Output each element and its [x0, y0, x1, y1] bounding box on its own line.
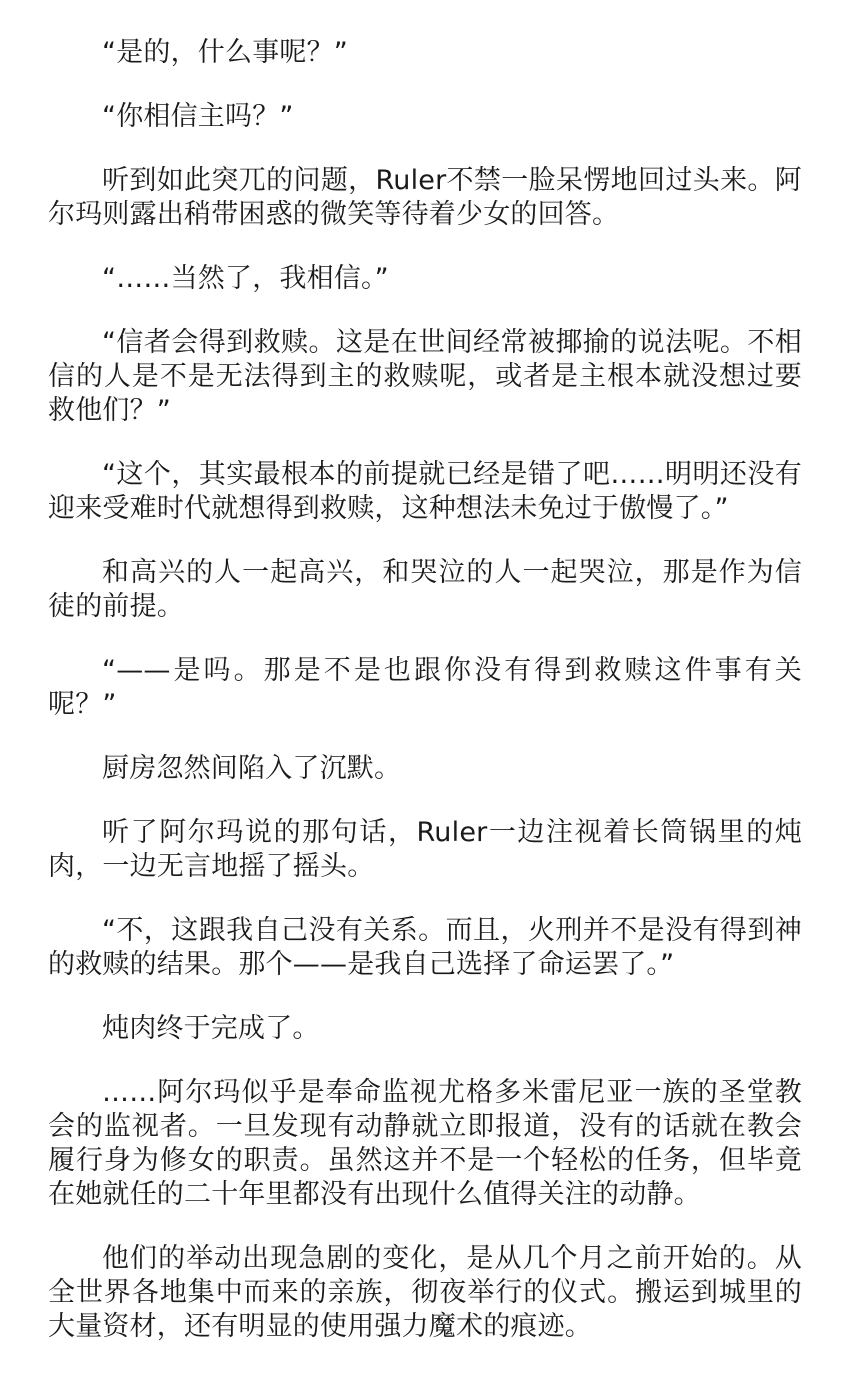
- paragraph: 听了阿尔玛说的那句话，Ruler一边注视着长筒锅里的炖肉，一边无言地摇了摇头。: [48, 817, 802, 882]
- paragraph: “这个，其实最根本的前提就已经是错了吧……明明还没有迎来受难时代就想得到救赎，这种想法未免过于傲慢了。”: [48, 459, 802, 524]
- paragraph: “……当然了，我相信。”: [102, 263, 389, 294]
- paragraph: “是的，什么事呢？”: [102, 37, 348, 68]
- paragraph: “不，这跟我自己没有关系。而且，火刑并不是没有得到神的救赎的结果。那个——是我自己选择了命运罢了。”: [48, 915, 802, 980]
- paragraph: “信者会得到救赎。这是在世间经常被揶揄的说法呢。不相信的人是不是无法得到主的救赎呢，或者是主根本就没想过要救他们？”: [48, 327, 802, 426]
- paragraph: 炖肉终于完成了。: [102, 1013, 320, 1044]
- paragraph: 和高兴的人一起高兴，和哭泣的人一起哭泣，那是作为信徒的前提。: [48, 557, 802, 622]
- paragraph: 厨房忽然间陷入了沉默。: [102, 753, 402, 784]
- paragraph: 听到如此突兀的问题，Ruler不禁一脸呆愣地回过头来。阿尔玛则露出稍带困惑的微笑等待着少女的回答。: [48, 165, 802, 230]
- paragraph: “——是吗。那是不是也跟你没有得到救赎这件事有关呢？”: [48, 655, 802, 720]
- paragraph: 他们的举动出现急剧的变化，是从几个月之前开始的。从全世界各地集中而来的亲族，彻夜举行的仪式。搬运到城里的大量资材，还有明显的使用强力魔术的痕迹。: [48, 1243, 802, 1342]
- paragraph: “你相信主吗？”: [102, 101, 294, 132]
- paragraph: ……阿尔玛似乎是奉命监视尤格多米雷尼亚一族的圣堂教会的监视者。一旦发现有动静就立即报道，没有的话就在教会履行身为修女的职责。虽然这并不是一个轻松的任务，但毕竟在她就任的二十年里都没有出现什么值得关注的动静。: [48, 1077, 802, 1210]
